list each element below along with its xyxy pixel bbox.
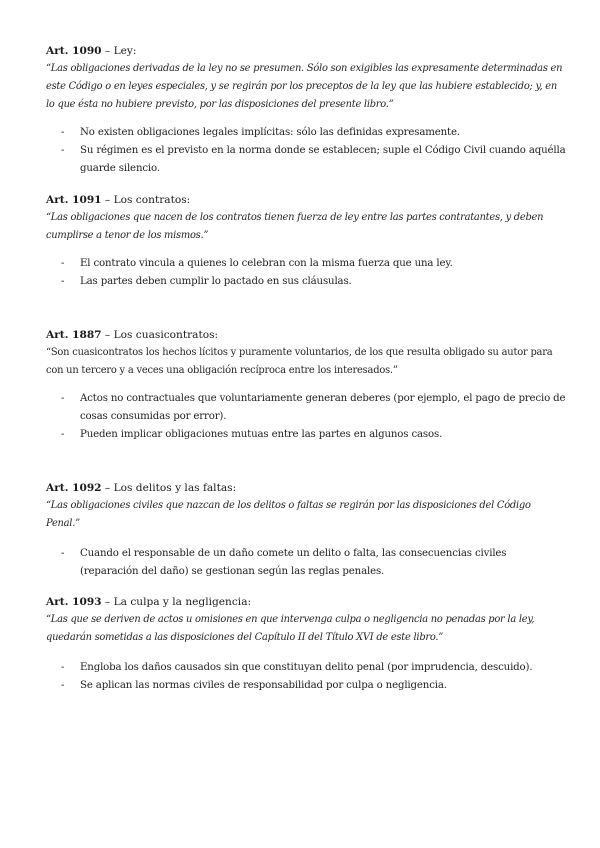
- bullet-dash: -: [61, 145, 65, 156]
- article-number: Art. 1091: [46, 194, 102, 206]
- list-item-text: Cuando el responsable de un daño comete un delito o falta, las consecuencias civiles (reparación del daño) se gestionan según las reglas penales.: [80, 548, 507, 577]
- article-number: Art. 1092: [46, 482, 102, 494]
- list-item: [46, 124, 566, 142]
- bullet-list: [46, 390, 566, 444]
- bullet-dash: -: [61, 680, 65, 691]
- list-item-text: El contrato vincula a quienes lo celebran con la misma fuerza que una ley.: [80, 258, 453, 269]
- list-item-text: Las partes deben cumplir lo pactado en sus cláusulas.: [80, 276, 352, 287]
- bullet-dash: -: [61, 429, 65, 440]
- bullet-list: [46, 659, 566, 695]
- article-number: Art. 1093: [46, 596, 102, 608]
- article-quote: “Las obligaciones que nacen de los contratos tienen fuerza de ley entre las partes contratantes, y deben cumplirse a tenor de los mismos.”: [46, 212, 544, 241]
- list-item-text: Pueden implicar obligaciones mutuas entre las partes en algunos casos.: [80, 429, 443, 440]
- article-heading: [46, 326, 566, 344]
- article-title: – Los delitos y las faltas:: [101, 482, 237, 494]
- list-item: [46, 273, 566, 291]
- bullet-dash: -: [61, 276, 65, 287]
- bullet-dash: -: [61, 127, 65, 138]
- article-title: – La culpa y la negligencia:: [101, 596, 252, 608]
- article-quote: “Las obligaciones derivadas de la ley no se presumen. Sólo son exigibles las expresamente determinadas en este Código o en leyes especiales, y se regirán por los preceptos de la ley que las hubiere establecido; y, en lo que ésta no hubiere previsto, por las disposiciones del presente libro.”: [46, 63, 563, 110]
- bullet-dash: -: [61, 548, 65, 559]
- list-item: [46, 390, 566, 426]
- article-1091: [46, 191, 566, 291]
- bullet-dash: -: [61, 258, 65, 269]
- bullet-list: [46, 545, 566, 581]
- list-item: [46, 255, 566, 273]
- list-item: [46, 677, 566, 695]
- bullet-dash: -: [61, 393, 65, 404]
- list-item-text: Engloba los daños causados sin que constituyan delito penal (por imprudencia, descuido).: [80, 662, 533, 673]
- list-item: [46, 426, 566, 444]
- article-title: – Los contratos:: [101, 194, 191, 206]
- article-number: Art. 1090: [46, 45, 102, 57]
- article-quote: “Las obligaciones civiles que nazcan de los delitos o faltas se regirán por las disposiciones del Código Penal.”: [46, 500, 531, 529]
- list-item: [46, 659, 566, 677]
- article-title: – Ley:: [101, 45, 137, 57]
- list-item: [46, 142, 566, 178]
- bullet-dash: -: [61, 662, 65, 673]
- article-quote: “Son cuasicontratos los hechos lícitos y puramente voluntarios, de los que resulta obligado su autor para con un tercero y a veces una obligación recíproca entre los interesados.”: [46, 347, 553, 376]
- article-heading: [46, 42, 566, 60]
- list-item-text: Se aplican las normas civiles de responsabilidad por culpa o negligencia.: [80, 680, 447, 691]
- list-item: [46, 545, 566, 581]
- bullet-list: [46, 124, 566, 178]
- article-title: – Los cuasicontratos:: [101, 329, 219, 341]
- article-1093: [46, 593, 566, 695]
- article-heading: [46, 191, 566, 209]
- article-number: Art. 1887: [46, 329, 102, 341]
- list-item-text: Actos no contractuales que voluntariamente generan deberes (por ejemplo, el pago de precio de cosas consumidas por error).: [80, 393, 566, 422]
- article-1092: [46, 479, 566, 581]
- article-heading: [46, 593, 566, 611]
- article-1090: [46, 42, 566, 178]
- article-quote: “Las que se deriven de actos u omisiones en que intervenga culpa o negligencia no penadas por la ley, quedarán sometidas a las disposiciones del Capítulo II del Título XVI de este libro.”: [46, 614, 535, 643]
- list-item-text: No existen obligaciones legales implícitas: sólo las definidas expresamente.: [80, 127, 460, 138]
- article-heading: [46, 479, 566, 497]
- article-1887: [46, 326, 566, 444]
- list-item-text: Su régimen es el previsto en la norma donde se establecen; suple el Código Civil cuando aquélla guarde silencio.: [80, 145, 566, 174]
- bullet-list: [46, 255, 566, 291]
